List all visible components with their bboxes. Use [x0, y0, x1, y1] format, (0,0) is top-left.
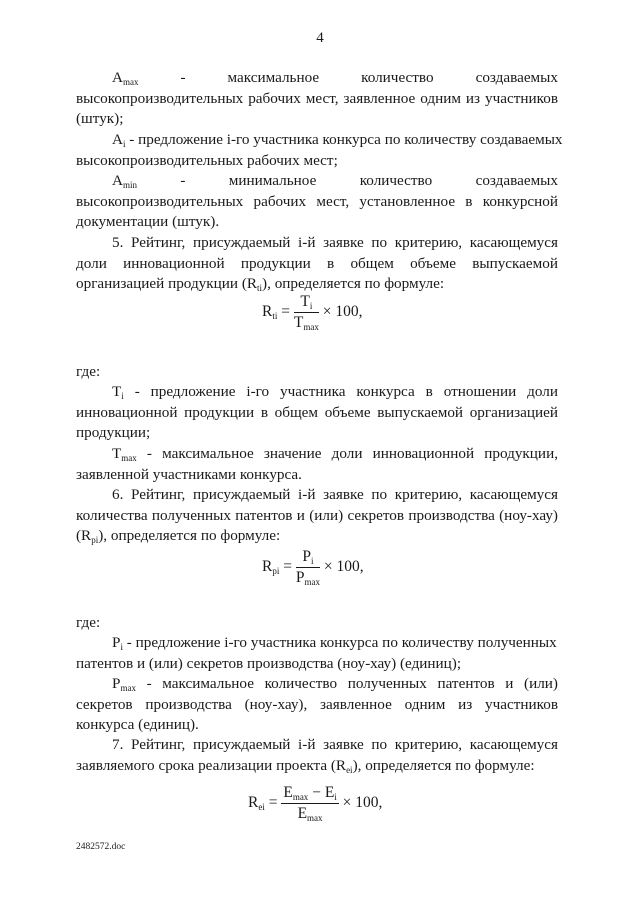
- definition-ai: [76, 130, 563, 171]
- ti-text: - предложение i-го участника конкурса в отношении доли: [123, 383, 558, 400]
- pi-line-2: патентов и (или) секретов производства (ноу-хау) (единиц);: [76, 654, 462, 672]
- f1-numerator: [294, 293, 319, 313]
- footer-doc-id: 2482572.doc: [76, 842, 126, 852]
- p7-line-1: 7. Рейтинг, присуждаемый i-й заявке по критерию, касающемуся: [112, 736, 558, 753]
- pi-symbol: P: [112, 634, 121, 651]
- f3-num-b: E: [324, 784, 335, 801]
- f2-fraction: [296, 548, 320, 587]
- p6-line-2: количества полученных патентов и (или) секретов производства (ноу-хау): [76, 506, 558, 524]
- amin-dash: -: [180, 172, 186, 189]
- f1-num-sym: T: [300, 293, 310, 310]
- f3-den-sub: max: [307, 813, 323, 823]
- ti-line-1: [76, 382, 558, 403]
- p6-text-a: (R: [76, 527, 92, 544]
- f2-num-sym: P: [302, 548, 311, 565]
- f2-lhs-sub: pi: [272, 566, 280, 577]
- f1-num-sub: i: [309, 301, 313, 311]
- pi-text: - предложение i-го участника конкурса по количеству полученных: [122, 634, 557, 651]
- f3-numerator: [281, 784, 338, 804]
- p5-line-3: [76, 274, 558, 295]
- ti-sub: i: [121, 391, 124, 401]
- ai-sub: i: [122, 139, 126, 149]
- p7-line-2: [76, 756, 558, 777]
- amax-line-3: (штук);: [76, 110, 124, 127]
- pmax-line-1: [76, 674, 558, 695]
- f2-tail: × 100,: [319, 558, 364, 576]
- f2-num-sub: i: [310, 556, 314, 566]
- pmax-sub: max: [120, 683, 136, 693]
- f1-equals: =: [277, 303, 294, 321]
- amax-word-3: создаваемых: [475, 69, 558, 86]
- paragraph-5: [76, 233, 558, 295]
- pmax-symbol: P: [112, 675, 121, 692]
- formula-rti: [262, 293, 362, 332]
- ai-line-1: [76, 130, 563, 151]
- f3-den-sym: E: [297, 805, 308, 822]
- amin-word-2: количество: [359, 172, 433, 189]
- f2-denominator: [296, 568, 320, 587]
- amax-dash: -: [180, 69, 186, 86]
- amax-word-2: количество: [361, 69, 434, 86]
- p5-line-2: доли инновационной продукции в общем объеме выпускаемой: [76, 254, 558, 272]
- f1-denominator: [294, 313, 319, 332]
- ti-symbol: T: [112, 383, 122, 400]
- f1-lhs-sub: ti: [272, 311, 278, 322]
- f2-den-sym: P: [295, 569, 305, 586]
- f3-minus: −: [308, 784, 325, 801]
- paragraph-6: [76, 485, 558, 547]
- paragraph-7: [76, 735, 558, 776]
- amin-symbol: A: [112, 172, 123, 189]
- amin-line-2: высокопроизводительных рабочих мест, установленное в конкурсной: [76, 192, 558, 210]
- amin-sub: min: [122, 180, 137, 190]
- formula-rei: [248, 784, 382, 823]
- tmax-sub: max: [121, 453, 137, 463]
- tmax-line-1: [76, 444, 558, 465]
- f2-den-sub: max: [304, 577, 320, 587]
- gde-2: где:: [76, 614, 101, 631]
- ti-line-3: продукции;: [76, 424, 151, 441]
- p5-text-a: организацией продукции (R: [76, 275, 258, 292]
- pmax-text: - максимальное количество полученных патентов и (или): [135, 675, 558, 692]
- definition-amax: [76, 68, 558, 130]
- amax-word-1: максимальное: [227, 69, 320, 86]
- pi-line-1: [76, 633, 558, 654]
- p6-line-3: [76, 526, 558, 547]
- amax-symbol: A: [112, 69, 123, 86]
- amin-line-1: [76, 171, 558, 192]
- p7-text-a: заявляемого срока реализации проекта (R: [76, 756, 347, 774]
- f3-equals: =: [264, 794, 282, 812]
- gde-1: где:: [76, 363, 101, 380]
- definition-amin: [76, 171, 558, 233]
- f3-num-a: E: [283, 784, 293, 801]
- amin-word-3: создаваемых: [475, 172, 558, 189]
- tmax-text: - максимальное значение доли инновационной продукции,: [136, 445, 558, 462]
- f3-lhs-sub: ei: [258, 802, 265, 813]
- definition-ti: [76, 382, 558, 444]
- pmax-line-3: конкурса (единиц).: [76, 716, 199, 733]
- definition-pi: [76, 633, 558, 674]
- formula-rpi: [262, 548, 364, 587]
- ai-text: - предложение i-го участника конкурса по количеству создаваемых: [125, 131, 563, 148]
- definition-pmax: [76, 674, 558, 736]
- amin-line-3: документации (штук).: [76, 213, 220, 230]
- f1-den-sym: T: [293, 314, 304, 331]
- ai-symbol: A: [112, 131, 123, 148]
- f1-den-sub: max: [303, 322, 319, 332]
- p7-sub: ei: [346, 764, 353, 775]
- f3-num-a-sub: max: [292, 792, 309, 802]
- p6-sub: pi: [91, 535, 99, 545]
- pi-sub: i: [120, 642, 123, 652]
- ti-line-2: инновационной продукции в общем объеме выпускаемой организацией: [76, 403, 558, 421]
- f1-lhs: R: [262, 303, 273, 321]
- f3-denominator: [281, 804, 338, 823]
- f2-lhs: R: [262, 558, 273, 576]
- f1-tail: × 100,: [318, 303, 363, 321]
- amax-line-2: высокопроизводительных рабочих мест, заявленное одним из участников: [76, 89, 558, 107]
- f3-num-b-sub: i: [334, 792, 337, 802]
- f3-tail: × 100,: [338, 794, 383, 812]
- amax-line-1: [76, 68, 558, 89]
- p5-text-b: ), определяется по формуле:: [262, 275, 445, 292]
- f1-fraction: [294, 293, 319, 332]
- amax-sub: max: [122, 77, 139, 87]
- p5-sub: ti: [257, 283, 263, 293]
- ai-line-2: высокопроизводительных рабочих мест;: [76, 151, 338, 169]
- f2-numerator: [296, 548, 320, 568]
- p7-text-b: ), определяется по формуле:: [352, 756, 535, 774]
- definition-tmax: [76, 444, 558, 485]
- tmax-line-2: заявленной участниками конкурса.: [76, 465, 302, 483]
- f3-fraction: [281, 784, 338, 823]
- p5-line-1: 5. Рейтинг, присуждаемый i-й заявке по критерию, касающемуся: [112, 234, 558, 251]
- p6-text-b: ), определяется по формуле:: [98, 527, 281, 544]
- page-number: 4: [316, 30, 324, 46]
- pmax-line-2: секретов производства (ноу-хау), заявленное одним из участников: [76, 695, 558, 713]
- amin-word-1: минимальное: [228, 172, 317, 189]
- tmax-symbol: T: [112, 445, 122, 462]
- p6-line-1: 6. Рейтинг, присуждаемый i-й заявке по критерию, касающемуся: [112, 486, 558, 503]
- f2-equals: =: [279, 558, 296, 576]
- f3-lhs: R: [248, 794, 259, 812]
